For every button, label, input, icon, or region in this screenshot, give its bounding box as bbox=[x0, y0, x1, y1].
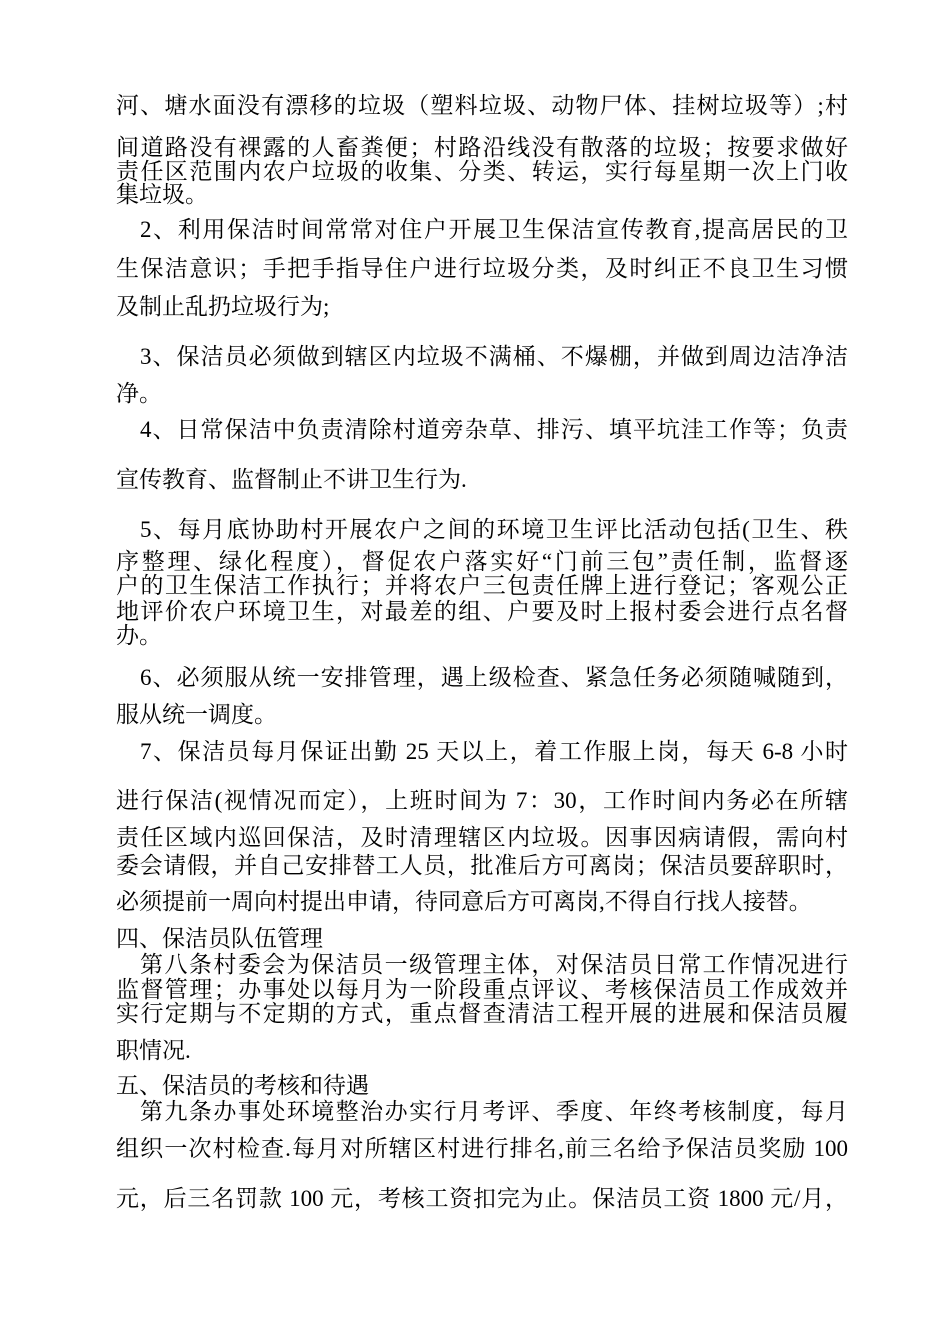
text-line: 监督管理；办事处以每月为一阶段重点评议、考核保洁员工作成效并 bbox=[116, 977, 848, 1002]
text-line: 5、每月底协助村开展农户之间的环境卫生评比活动包括(卫生、秩 bbox=[140, 517, 848, 542]
section-heading: 四、保洁员队伍管理 bbox=[116, 926, 323, 951]
text-line: 户的卫生保洁工作执行；并将农户三包责任牌上进行登记；客观公正 bbox=[116, 573, 848, 598]
text-line: 第八条村委会为保洁员一级管理主体，对保洁员日常工作情况进行 bbox=[140, 952, 848, 977]
text-line: 责任区范围内农户垃圾的收集、分类、转运，实行每星期一次上门收 bbox=[116, 159, 848, 184]
text-line: 委会请假，并自己安排替工人员，批准后方可离岗；保洁员要辞职时， bbox=[116, 853, 848, 878]
text-line: 组织一次村检查.每月对所辖区村进行排名,前三名给予保洁员奖励 100 bbox=[116, 1136, 848, 1161]
section-heading: 五、保洁员的考核和待遇 bbox=[116, 1073, 369, 1098]
text-line: 净。 bbox=[116, 381, 162, 406]
text-line: 职情况. bbox=[116, 1038, 191, 1063]
text-line: 进行保洁(视情况而定），上班时间为 7：30，工作时间内务必在所辖 bbox=[116, 788, 848, 813]
text-line: 第九条办事处环境整治办实行月考评、季度、年终考核制度，每月 bbox=[140, 1099, 848, 1124]
text-line: 地评价农户环境卫生，对最差的组、户要及时上报村委会进行点名督 bbox=[116, 599, 848, 624]
text-line: 7、保洁员每月保证出勤 25 天以上，着工作服上岗，每天 6-8 小时 bbox=[140, 739, 848, 764]
text-line: 元，后三名罚款 100 元，考核工资扣完为止。保洁员工资 1800 元/月， bbox=[116, 1186, 848, 1211]
text-line: 及制止乱扔垃圾行为; bbox=[116, 294, 330, 319]
text-line: 必须提前一周向村提出申请，待同意后方可离岗,不得自行找人接替。 bbox=[116, 889, 812, 914]
text-line: 实行定期与不定期的方式，重点督查清洁工程开展的进展和保洁员履 bbox=[116, 1001, 848, 1026]
text-line: 河、塘水面没有漂移的垃圾（塑料垃圾、动物尸体、挂树垃圾等）;村 bbox=[116, 93, 848, 118]
text-line: 2、利用保洁时间常常对住户开展卫生保洁宣传教育,提高居民的卫 bbox=[140, 217, 848, 242]
text-line: 6、必须服从统一安排管理，遇上级检查、紧急任务必须随喊随到， bbox=[140, 665, 848, 690]
text-line: 间道路没有裸露的人畜粪便；村路沿线没有散落的垃圾；按要求做好 bbox=[116, 135, 848, 160]
text-line: 服从统一调度。 bbox=[116, 702, 277, 727]
text-line: 责任区域内巡回保洁，及时清理辖区内垃圾。因事因病请假，需向村 bbox=[116, 825, 848, 850]
text-line: 生保洁意识；手把手指导住户进行垃圾分类，及时纠正不良卫生习惯 bbox=[116, 256, 848, 281]
text-line: 集垃圾。 bbox=[116, 182, 208, 207]
text-line: 序整理、绿化程度），督促农户落实好“门前三包”责任制，监督逐 bbox=[116, 549, 848, 574]
text-line: 4、日常保洁中负责清除村道旁杂草、排污、填平坑洼工作等；负责 bbox=[140, 417, 848, 442]
text-line: 办。 bbox=[116, 623, 162, 648]
text-line: 3、保洁员必须做到辖区内垃圾不满桶、不爆棚，并做到周边洁净洁 bbox=[140, 344, 848, 369]
text-line: 宣传教育、监督制止不讲卫生行为. bbox=[116, 467, 467, 492]
